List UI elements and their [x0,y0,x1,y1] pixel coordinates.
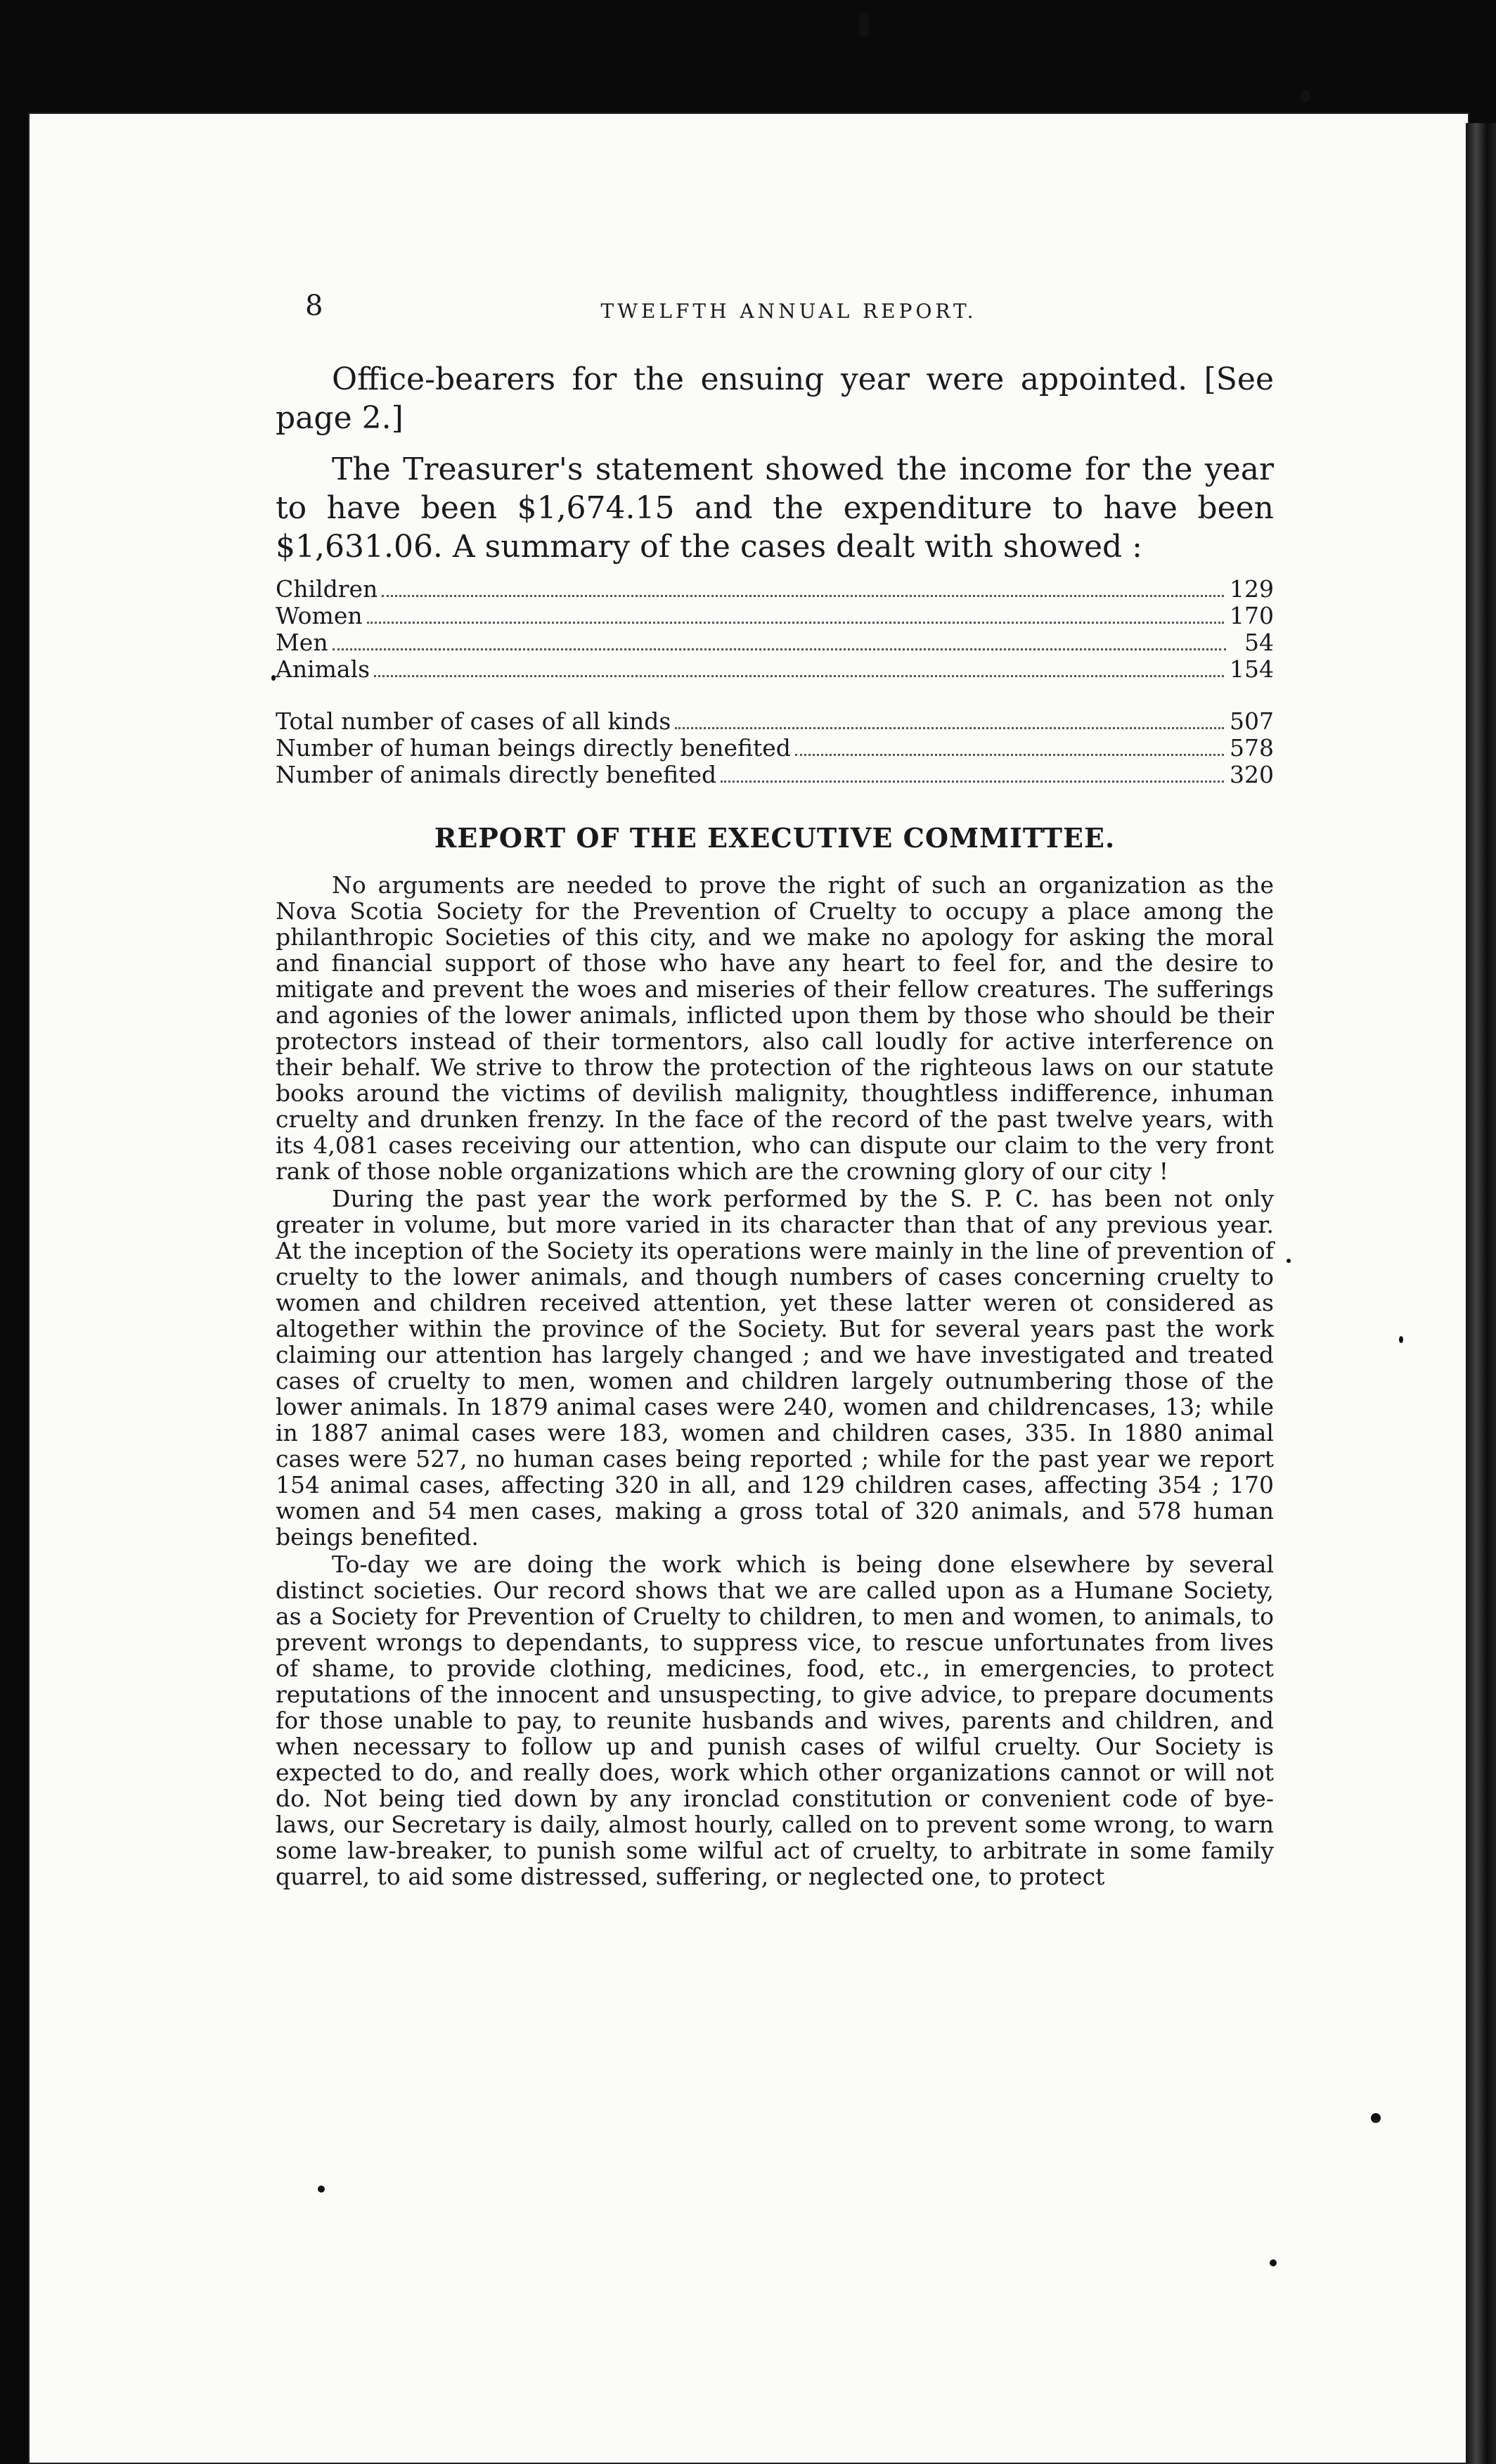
dot-leader [374,674,1224,677]
summary-value: 54 [1244,629,1274,656]
dot-leader [333,648,1226,650]
summary-row [276,576,1274,603]
summary-value: 578 [1230,734,1274,762]
summary-value: 129 [1230,575,1274,603]
summary-label: Men [276,629,328,656]
running-head [276,290,1274,332]
summary-value: 507 [1230,707,1274,735]
page-content [276,176,1274,1891]
summary-label: Number of human beings directly benefited [276,734,791,762]
page-edge [1466,123,1496,2464]
intro-paragraph: Office-bearers for the ensuing year were appointed. [See page 2.] [276,361,1274,436]
scan-speck [1301,90,1310,103]
scan-speck [1270,2259,1277,2266]
body-paragraph: During the past year the work performed by the S. P. C. has been not only greater in volume, but more varied in its character than that of any previous year. At the inception of the Society its operations were mainly in the line of prevention of cruelty to the lower animals, and though numbers of cases concerning cruelty to women and children received attention, yet these latter weren ot considered as altogether within the province of the Society. But for several years past the work claiming our attention has largely changed ; and we have investigated and treated cases of cruelty to men, women and children largely outnumbering those of the lower animals. In 1879 animal cases were 240, women and childrencases, 13; while in 1887 animal cases were 183, women and children cases, 335. In 1880 animal cases were 527, no human cases being reported ; while for the past year we report 154 animal cases, affecting 320 in all, and 129 children cases, affecting 354 ; 170 women and 54 men cases, making a gross total of 320 animals, and 578 human beings benefited. [276,1185,1274,1551]
summary-row [276,656,1274,683]
scan-speck [1287,1259,1291,1263]
summary-total-row [276,735,1274,762]
summary-value: 154 [1230,655,1274,683]
summary-total-row [276,708,1274,735]
summary-label: Total number of cases of all kinds [276,707,671,735]
case-summary [276,576,1274,788]
scan-speck [318,2186,325,2193]
summary-label: Women [276,602,363,629]
summary-total-row [276,762,1274,788]
dot-leader [721,780,1224,783]
body-paragraph: To-day we are doing the work which is being done elsewhere by several distinct societies. Our record shows that we are called upon as a Humane Society, as a Society for Prevention of Cruelty to children, to men and women, to animals, to prevent wrongs to dependants, to suppress vice, to rescue unfortunates from lives of shame, to provide clothing, medicines, food, etc., in emergencies, to protect reputations of the innocent and unsuspecting, to give advice, to prepare documents for those unable to pay, to reunite husbands and wives, parents and children, and when necessary to follow up and punish cases of wilful cruelty. Our Society is expected to do, and really does, work which other organizations cannot or will not do. Not being tied down by any ironclad constitution or convenient code of bye-laws, our Secretary is daily, almost hourly, called on to prevent some wrong, to warn some law-breaker, to punish some wilful act of cruelty, to arbitrate in some family quarrel, to aid some distressed, suffering, or neglected one, to protect [276,1551,1274,1890]
dot-leader [382,594,1224,597]
scan-speck [859,13,869,37]
page-number: 8 [305,290,323,322]
summary-row [276,629,1274,656]
summary-label: Number of animals directly benefited [276,761,717,788]
section-body [276,872,1274,1889]
scan-speck [1371,2113,1381,2123]
dot-leader [367,621,1224,624]
running-title: TWELFTH ANNUAL REPORT. [600,300,977,323]
body-paragraph: No arguments are needed to prove the right of such an organization as the Nova Scotia Society for the Prevention of Cruelty to occupy a place among the philanthropic Societies of this city, and we make no apology for asking the moral and financial support of those who have any heart to feel for, and the desire to mitigate and prevent the woes and miseries of their fellow creatures. The sufferings and agonies of the lower animals, inflicted upon them by those who should be their protectors instead of their tormentors, also call loudly for active interference on their behalf. We strive to throw the protection of the righteous laws on our statute books around the victims of devilish malignity, thoughtless indifference, inhuman cruelty and drunken frenzy. In the face of the record of the past twelve years, with its 4,081 cases receiving our attention, who can dispute our claim to the very front rank of those noble organizations which are the crowning glory of our city ! [276,871,1274,1185]
summary-label: Children [276,575,378,603]
intro-text [276,360,1274,566]
section-heading: REPORT OF THE EXECUTIVE COMMITTEE. [434,822,1116,854]
summary-value: 170 [1230,602,1274,629]
intro-paragraph: The Treasurer's statement showed the income for the year to have been $1,674.15 and the expenditure to have been $1,631.06. A summary of the cases dealt with showed : [276,451,1274,565]
summary-label: Animals [276,655,370,683]
scan-speck [1399,1336,1403,1343]
dot-leader [675,726,1224,729]
summary-gap [276,683,1274,708]
summary-row [276,603,1274,629]
dot-leader [795,753,1224,756]
summary-value: 320 [1230,761,1274,788]
